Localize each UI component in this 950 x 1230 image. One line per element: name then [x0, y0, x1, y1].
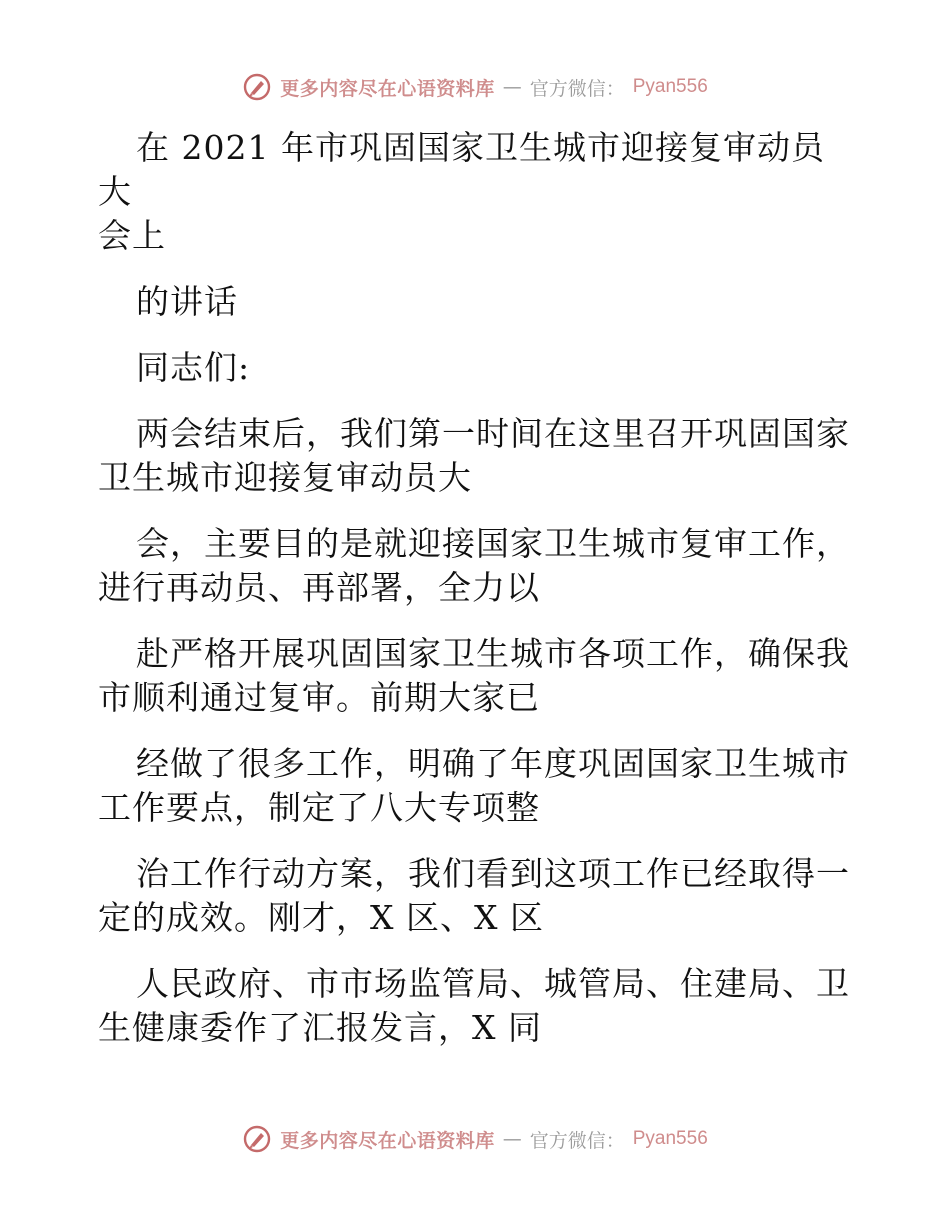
watermark-dash: —	[502, 76, 522, 98]
paragraph-line: 同志们:	[136, 348, 251, 387]
watermark-header	[0, 72, 950, 102]
paragraph	[98, 412, 858, 500]
watermark-sub-text: 官方微信：	[529, 1129, 625, 1152]
watermark-main-text: 更多内容尽在心语资料库	[280, 77, 495, 100]
paragraph-line: 在 2021 年市巩固国家卫生城市迎接复审动员大	[98, 128, 825, 211]
paragraph-line: 的讲话	[136, 282, 238, 321]
pen-logo-icon	[242, 72, 272, 102]
paragraph-continuation: 会上	[98, 216, 166, 255]
paragraph-continuation: 卫生城市迎接复审动员大	[98, 458, 472, 497]
paragraph	[98, 742, 858, 830]
paragraph	[98, 126, 858, 258]
paragraph-line: 经做了很多工作，明确了年度巩固国家卫生城市	[136, 744, 850, 783]
paragraph-continuation: 生健康委作了汇报发言，X 同	[98, 1008, 542, 1047]
watermark-main-text: 更多内容尽在心语资料库	[280, 1129, 495, 1152]
document-body	[98, 126, 858, 1072]
paragraph	[98, 280, 858, 324]
paragraph	[98, 852, 858, 940]
paragraph-continuation: 市顺利通过复审。前期大家已	[98, 678, 540, 717]
watermark-footer	[0, 1124, 950, 1154]
watermark-sub-text: 官方微信：	[529, 77, 625, 100]
watermark-id: Pyan556	[632, 76, 708, 97]
paragraph-continuation: 工作要点，制定了八大专项整	[98, 788, 540, 827]
paragraph	[98, 962, 858, 1050]
paragraph-continuation: 定的成效。刚才，X 区、X 区	[98, 898, 544, 937]
watermark-id: Pyan556	[632, 1128, 708, 1149]
paragraph-line: 会，主要目的是就迎接国家卫生城市复审工作，	[136, 524, 850, 563]
watermark-dash: —	[502, 1128, 522, 1150]
paragraph-line: 人民政府、市市场监管局、城管局、住建局、卫	[136, 964, 850, 1003]
pen-logo-icon	[242, 1124, 272, 1154]
paragraph-line: 治工作行动方案，我们看到这项工作已经取得一	[136, 854, 850, 893]
paragraph	[98, 346, 858, 390]
paragraph-line: 两会结束后，我们第一时间在这里召开巩固国家	[136, 414, 850, 453]
paragraph-continuation: 进行再动员、再部署，全力以	[98, 568, 540, 607]
paragraph	[98, 632, 858, 720]
paragraph	[98, 522, 858, 610]
paragraph-line: 赴严格开展巩固国家卫生城市各项工作，确保我	[136, 634, 850, 673]
